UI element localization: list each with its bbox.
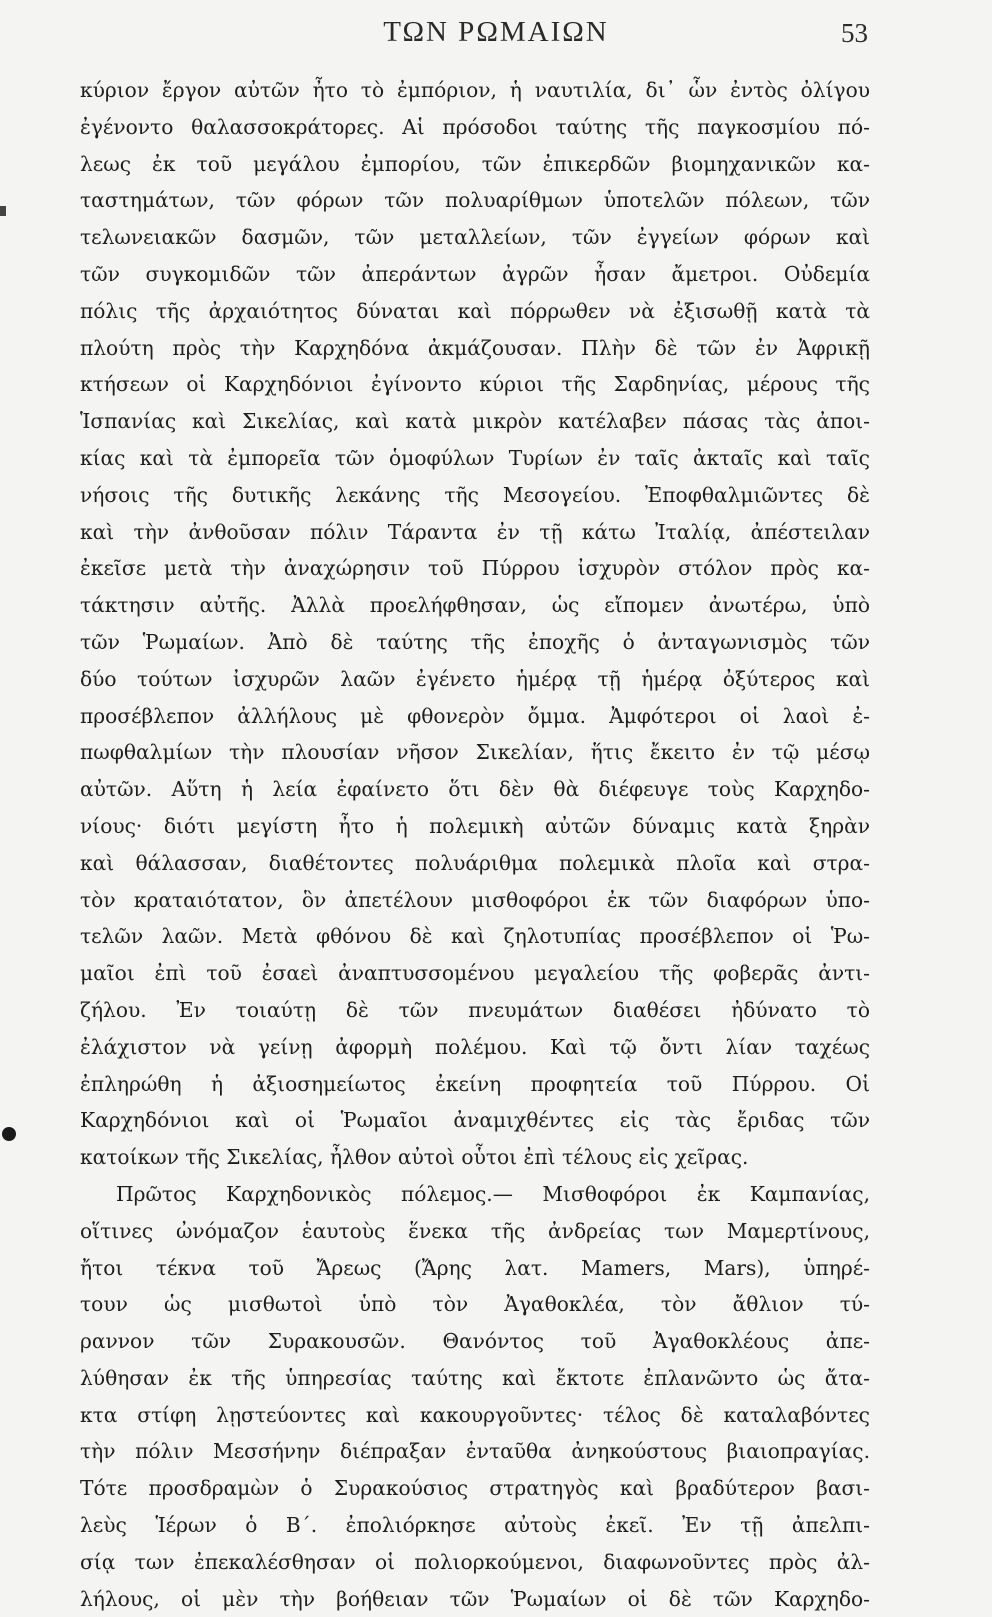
text-line: αὐτῶν. Αὕτη ἡ λεία ἐφαίνετο ὅτι δὲν θὰ διέφευγε τοὺς Καρχηδο- xyxy=(80,777,870,802)
text-line: πωφθαλμίων τὴν πλουσίαν νῆσον Σικελίαν, ἥτις ἔκειτο ἐν τῷ μέσῳ xyxy=(80,740,870,765)
text-line: ραννον τῶν Συρακουσῶν. Θανόντος τοῦ Ἀγαθοκλέους ἀπε- xyxy=(80,1329,870,1354)
text-line: τάκτησιν αὐτῆς. Ἀλλὰ προελήφθησαν, ὡς εἴπομεν ἀνωτέρω, ὑπὸ xyxy=(80,593,870,618)
text-line: ἐπληρώθη ἡ ἀξιοσημείωτος ἐκείνη προφητεία τοῦ Πύρρου. Οἱ xyxy=(80,1071,870,1096)
text-line: δύο τούτων ἰσχυρῶν λαῶν ἐγένετο ἡμέρᾳ τῇ ἡμέρᾳ ὀξύτερος καὶ xyxy=(80,666,870,691)
margin-mark xyxy=(0,206,6,216)
text-line: μαῖοι ἐπὶ τοῦ ἐσαεὶ ἀναπτυσσομένου μεγαλείου τῆς φοβερᾶς ἀντι- xyxy=(80,961,870,986)
text-line: Ἱσπανίας καὶ Σικελίας, καὶ κατὰ μικρὸν κατέλαβεν πάσας τὰς ἀποι- xyxy=(80,409,870,434)
text-line: τελωνειακῶν δασμῶν, τῶν μεταλλείων, τῶν ἐγγείων φόρων καὶ xyxy=(80,225,870,250)
text-line: ἤτοι τέκνα τοῦ Ἄρεως (Ἄρης λατ. Mamers, Mars), ὑπηρέ- xyxy=(80,1255,870,1280)
text-line: τὴν πόλιν Μεσσήνην διέπραξαν ἐνταῦθα ἀνηκούστους βιαιοπραγίας. xyxy=(80,1439,870,1464)
text-line: λήλους, οἱ μὲν τὴν βοήθειαν τῶν Ῥωμαίων οἱ δὲ τῶν Καρχηδο- xyxy=(80,1586,870,1611)
text-line: ζήλου. Ἐν τοιαύτῃ δὲ τῶν πνευμάτων διαθέσει ἠδύνατο τὸ xyxy=(80,997,870,1022)
text-line: καὶ τὴν ἀνθοῦσαν πόλιν Τάραντα ἐν τῇ κάτω Ἰταλίᾳ, ἀπέστειλαν xyxy=(80,519,870,544)
text-line: τὸν κραταιότατον, ὃν ἀπετέλουν μισθοφόροι ἐκ τῶν διαφόρων ὑπο- xyxy=(80,887,870,912)
text-line: Τότε προσδραμὼν ὁ Συρακούσιος στρατηγὸς καὶ βραδύτερον βασι- xyxy=(80,1476,870,1501)
text-line: λεως ἐκ τοῦ μεγάλου ἐμπορίου, τῶν ἐπικερδῶν βιομηχανικῶν κα- xyxy=(80,151,870,176)
text-line: κύριον ἔργον αὐτῶν ἦτο τὸ ἐμπόριον, ἡ ναυτιλία, δι᾿ ὧν ἐντὸς ὀλίγου xyxy=(80,78,870,102)
text-line: οἵτινες ὠνόμαζον ἑαυτοὺς ἕνεκα τῆς ἀνδρείας των Μαμερτίνους, xyxy=(80,1218,870,1243)
text-line: ἐκεῖσε μετὰ τὴν ἀναχώρησιν τοῦ Πύρρου ἰσχυρὸν στόλον πρὸς κα- xyxy=(80,556,870,581)
text-line: καὶ θάλασσαν, διαθέτοντες πολυάριθμα πολεμικὰ πλοῖα καὶ στρα- xyxy=(80,850,870,875)
page-number: 53 xyxy=(841,18,868,48)
text-line: Καρχηδόνιοι καὶ οἱ Ῥωμαῖοι ἀναμιχθέντες εἰς τὰς ἔριδας τῶν xyxy=(80,1108,870,1133)
text-line: κτήσεων οἱ Καρχηδόνιοι ἐγίνοντο κύριοι τῆς Σαρδηνίας, μέρους τῆς xyxy=(80,372,870,397)
text-line: λεὺς Ἱέρων ὁ Β΄. ἐπολιόρκησε αὐτοὺς ἐκεῖ. Ἐν τῇ ἀπελπι- xyxy=(80,1513,870,1538)
binding-hole xyxy=(2,1127,16,1141)
text-line: τῶν συγκομιδῶν τῶν ἀπεράντων ἀγρῶν ἦσαν ἄμετροι. Οὐδεμία xyxy=(80,261,870,286)
text-line: νίους· διότι μεγίστη ἦτο ἡ πολεμικὴ αὐτῶν δύναμις κατὰ ξηρὰν xyxy=(80,813,870,838)
body-text xyxy=(80,72,870,1617)
text-line: Πρῶτος Καρχηδονικὸς πόλεμος.— Μισθοφόροι ἐκ Καμπανίας, xyxy=(116,1181,870,1206)
text-line: κατοίκων τῆς Σικελίας, ἦλθον αὐτοὶ οὗτοι ἐπὶ τέλους εἰς χεῖρας. xyxy=(80,1145,749,1170)
text-line: ταστημάτων, τῶν φόρων τῶν πολυαρίθμων ὑποτελῶν πόλεων, τῶν xyxy=(80,188,870,213)
text-line: προσέβλεπον ἀλλήλους μὲ φθονερὸν ὄμμα. Ἀμφότεροι οἱ λαοὶ ἐ- xyxy=(80,703,870,728)
text-line: κτα στίφη λῃστεύοντες καὶ κακουργοῦντες· τέλος δὲ καταλαβόντες xyxy=(80,1402,870,1427)
text-line: κίας καὶ τὰ ἐμπορεῖα τῶν ὁμοφύλων Τυρίων ἐν ταῖς ἀκταῖς καὶ ταῖς xyxy=(80,445,870,470)
text-line: λύθησαν ἐκ τῆς ὑπηρεσίας ταύτης καὶ ἔκτοτε ἐπλανῶντο ὡς ἄτα- xyxy=(80,1365,870,1390)
text-line: σίᾳ των ἐπεκαλέσθησαν οἱ πολιορκούμενοι, διαφωνοῦντες πρὸς ἀλ- xyxy=(80,1549,870,1574)
running-head xyxy=(0,16,992,56)
text-line: τουν ὡς μισθωτοὶ ὑπὸ τὸν Ἀγαθοκλέα, τὸν ἄθλιον τύ- xyxy=(80,1292,870,1317)
running-title: ΤΩΝ ΡΩΜΑΙΩΝ xyxy=(383,16,609,48)
text-line: νήσοις τῆς δυτικῆς λεκάνης τῆς Μεσογείου. Ἐποφθαλμιῶντες δὲ xyxy=(80,482,870,507)
text-line: ἐγένοντο θαλασσοκράτορες. Αἱ πρόσοδοι ταύτης τῆς παγκοσμίου πό- xyxy=(80,114,870,139)
text-line: πλούτη πρὸς τὴν Καρχηδόνα ἀκμάζουσαν. Πλὴν δὲ τῶν ἐν Ἀφρικῇ xyxy=(80,335,870,360)
text-line: πόλις τῆς ἀρχαιότητος δύναται καὶ πόρρωθεν νὰ ἐξισωθῇ κατὰ τὰ xyxy=(80,298,870,323)
text-line: τῶν Ῥωμαίων. Ἀπὸ δὲ ταύτης τῆς ἐποχῆς ὁ ἀνταγωνισμὸς τῶν xyxy=(80,629,870,654)
text-line: τελῶν λαῶν. Μετὰ φθόνου δὲ καὶ ζηλοτυπίας προσέβλεπον οἱ Ῥω- xyxy=(80,924,870,949)
text-line: ἐλάχιστον νὰ γείνῃ ἀφορμὴ πολέμου. Καὶ τῷ ὄντι λίαν ταχέως xyxy=(80,1034,870,1059)
